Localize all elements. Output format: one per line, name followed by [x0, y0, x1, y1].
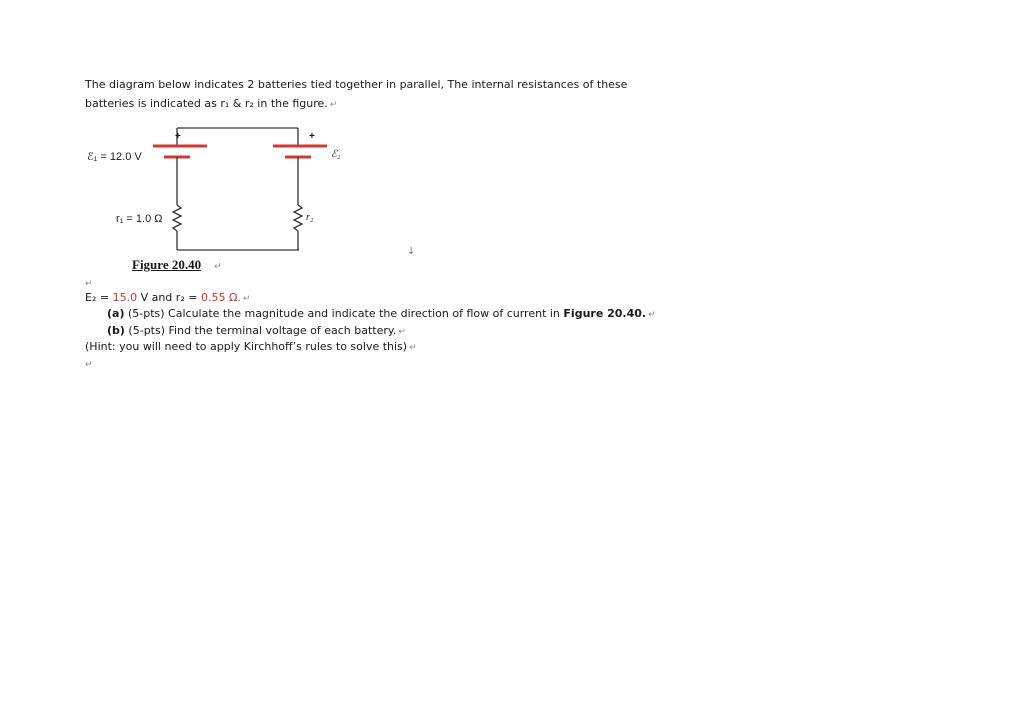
paragraph-mark: ↵	[329, 100, 338, 110]
left-plus-sign: +	[175, 131, 181, 142]
hint-text: (Hint: you will need to apply Kirchhoff’s rules to solve this)	[85, 340, 408, 353]
r2-label: r₂	[306, 212, 314, 223]
intro-line-1-text: The diagram below indicates 2 batteries tied together in parallel, The internal resistances of these	[85, 78, 628, 91]
question-a	[107, 307, 656, 322]
right-plus-sign: +	[309, 131, 315, 142]
given-values-line	[85, 291, 250, 306]
paragraph-mark: ↵	[214, 262, 222, 272]
figure-caption-text: Figure 20.40	[132, 257, 202, 272]
resistor-r2	[294, 205, 302, 231]
intro-line-2-text: batteries is indicated as r₁ & r₂ in the figure.	[85, 97, 328, 110]
circuit-diagram	[0, 0, 1024, 300]
empty-paragraph	[85, 276, 93, 291]
paragraph-mark: ↵	[242, 294, 251, 304]
paragraph-mark: ↵	[648, 310, 656, 320]
question-b-text: (5-pts) Find the terminal voltage of each battery.	[124, 324, 397, 337]
question-b-tag: (b)	[107, 324, 125, 337]
hint-line	[85, 340, 417, 355]
question-a-tag: (a)	[107, 307, 125, 320]
paragraph-mark: ↵	[398, 327, 406, 337]
e2-value: 15.0	[112, 291, 138, 304]
trailing-empty-paragraph	[85, 357, 93, 372]
question-b	[107, 324, 406, 339]
question-a-ref: Figure 20.40.	[563, 307, 647, 320]
e2-label: ℰ₂	[331, 149, 341, 160]
paragraph-mark: ↵	[85, 360, 93, 370]
e2-prefix: E₂ =	[85, 291, 113, 304]
paragraph-mark: ↵	[409, 343, 417, 353]
question-a-text: (5-pts) Calculate the magnitude and indicate the direction of flow of current in	[124, 307, 564, 320]
resistor-r1	[173, 205, 181, 231]
r2-unit: Ω.	[225, 291, 241, 304]
r2-prefix: r₂ =	[175, 291, 201, 304]
e1-label: ℰ₁ = 12.0 V	[87, 151, 142, 163]
e2-unit: V and	[137, 291, 176, 304]
r1-label: r₁ = 1.0 Ω	[116, 213, 163, 225]
r2-value: 0.55	[200, 291, 226, 304]
figure-caption	[132, 257, 201, 273]
paragraph-mark: ↵	[85, 279, 93, 289]
arrow-down-mark: ↓	[407, 246, 416, 257]
